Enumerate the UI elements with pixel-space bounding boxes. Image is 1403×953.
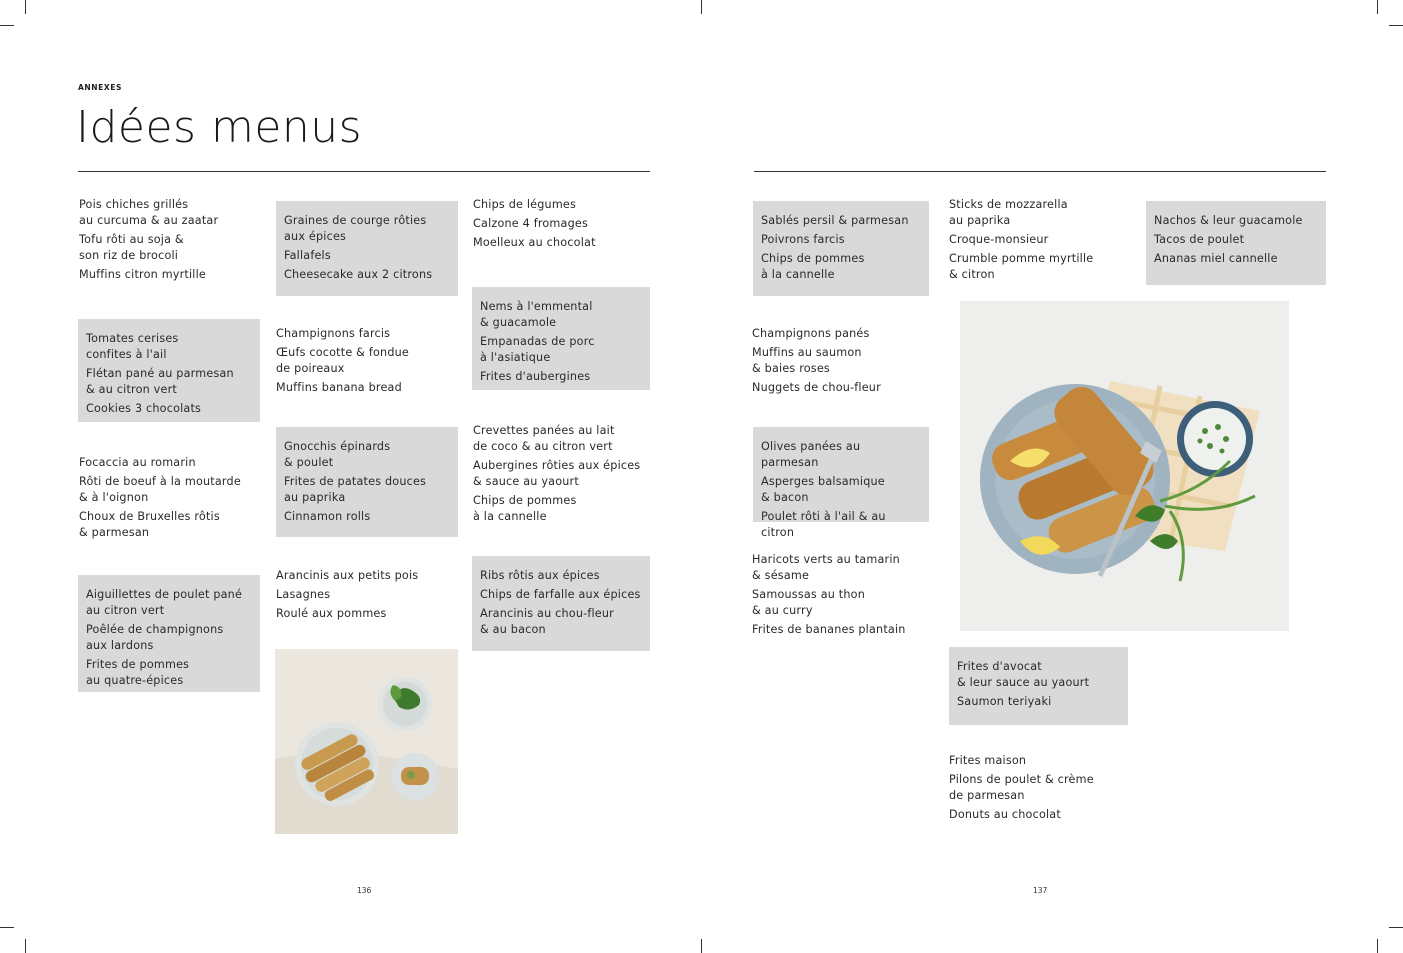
menu-item: Olives panées au parmesan [761, 440, 861, 469]
menu-block-boxed [472, 556, 650, 651]
menu-item: Champignons farcis [276, 327, 391, 340]
crop-mark [0, 927, 14, 928]
menu-item: Aiguillettes de poulet pané au citron vert [86, 588, 243, 617]
menu-item: Frites de bananes plantain [752, 623, 906, 636]
menu-block-boxed [78, 575, 260, 692]
menu-block [949, 197, 1131, 283]
crop-mark [1389, 927, 1403, 928]
crop-mark [0, 25, 14, 26]
crop-mark [25, 0, 26, 14]
menu-item: Tofu rôti au soja & son riz de brocoli [79, 233, 184, 262]
menu-block [276, 326, 458, 396]
menu-item: Tacos de poulet [1154, 233, 1245, 246]
menu-item: Sablés persil & parmesan [761, 214, 909, 227]
menu-block [473, 423, 651, 525]
menu-item: Ribs rôtis aux épices [480, 569, 600, 582]
menu-item: Frites d'aubergines [480, 370, 591, 383]
menu-item: Flétan pané au parmesan & au citron vert [86, 367, 234, 396]
page-number-right: 137 [1033, 886, 1048, 895]
menu-item: Chips de pommes à la cannelle [473, 494, 577, 523]
menu-block-boxed [949, 647, 1128, 725]
menu-block [752, 552, 934, 638]
menu-item: Poulet rôti à l'ail & au citron [761, 510, 886, 539]
title-rule-left [78, 171, 650, 172]
menu-item: Frites d'avocat & leur sauce au yaourt [957, 660, 1090, 689]
menu-block-boxed [753, 427, 929, 539]
menu-item: Muffins citron myrtille [79, 268, 207, 281]
menu-item: Aubergines rôties aux épices & sauce au yaourt [473, 459, 641, 488]
menu-block [79, 455, 261, 541]
menu-item: Pilons de poulet & crème de parmesan [949, 773, 1094, 802]
menu-item: Crevettes panées au lait de coco & au citron vert [473, 424, 615, 453]
crop-mark [25, 939, 26, 953]
menu-item: Frites de pommes au quatre-épices [86, 658, 190, 687]
menu-block-boxed [78, 319, 260, 422]
menu-item: Nems à l'emmental & guacamole [480, 300, 593, 329]
menu-item: Choux de Bruxelles rôtis & parmesan [79, 510, 220, 539]
menu-item: Muffins au saumon & baies roses [752, 346, 862, 375]
menu-item: Donuts au chocolat [949, 808, 1061, 821]
crop-mark [701, 939, 702, 953]
menu-item: Nachos & leur guacamole [1154, 214, 1303, 227]
menu-item: Saumon teriyaki [957, 695, 1052, 708]
menu-item: Fallafels [284, 249, 331, 262]
crop-mark [1377, 0, 1378, 14]
menu-item: Poêlée de champignons aux lardons [86, 623, 224, 652]
crop-mark [1377, 939, 1378, 953]
menu-item: Frites de patates douces au paprika [284, 475, 427, 504]
menu-block [276, 568, 458, 622]
menu-item: Chips de légumes [473, 198, 577, 211]
menu-item: Champignons panés [752, 327, 870, 340]
menu-block-boxed [753, 201, 929, 296]
section-label: ANNEXES [78, 83, 122, 92]
menu-item: Croque-monsieur [949, 233, 1049, 246]
menu-block [79, 197, 261, 283]
menu-item: Haricots verts au tamarin & sésame [752, 553, 900, 582]
menu-item: Nuggets de chou-fleur [752, 381, 881, 394]
menu-item: Asperges balsamique & bacon [761, 475, 885, 504]
menu-item: Graines de courge rôties aux épices [284, 214, 427, 243]
menu-item: Tomates cerises confites à l'ail [86, 332, 179, 361]
menu-item: Chips de pommes à la cannelle [761, 252, 865, 281]
menu-item: Empanadas de porc à l'asiatique [480, 335, 595, 364]
menu-item: Chips de farfalle aux épices [480, 588, 641, 601]
menu-block-boxed [472, 287, 650, 390]
menu-item: Ananas miel cannelle [1154, 252, 1278, 265]
menu-block [473, 197, 655, 251]
menu-item: Sticks de mozzarella au paprika [949, 198, 1068, 227]
menu-item: Poivrons farcis [761, 233, 845, 246]
crop-mark [1389, 25, 1403, 26]
menu-item: Samoussas au thon & au curry [752, 588, 866, 617]
menu-item: Arancinis au chou-fleur & au bacon [480, 607, 614, 636]
menu-item: Roulé aux pommes [276, 607, 387, 620]
menu-item: Cookies 3 chocolats [86, 402, 202, 415]
menu-item: Cinnamon rolls [284, 510, 371, 523]
menu-item: Calzone 4 fromages [473, 217, 588, 230]
menu-item: Gnocchis épinards & poulet [284, 440, 391, 469]
menu-item: Arancinis aux petits pois [276, 569, 419, 582]
menu-block [949, 753, 1131, 823]
menu-item: Lasagnes [276, 588, 331, 601]
page-title: Idées menus [76, 102, 363, 153]
menu-block-boxed [276, 201, 458, 296]
menu-item: Pois chiches grillés au curcuma & au zaatar [79, 198, 219, 227]
crop-mark [701, 0, 702, 14]
menu-item: Focaccia au romarin [79, 456, 196, 469]
menu-item: Œufs cocotte & fondue de poireaux [276, 346, 410, 375]
menu-item: Moelleux au chocolat [473, 236, 596, 249]
menu-item: Crumble pomme myrtille & citron [949, 252, 1094, 281]
menu-item: Cheesecake aux 2 citrons [284, 268, 433, 281]
menu-block-boxed [1146, 201, 1326, 285]
title-rule-right [754, 171, 1326, 172]
menu-block [752, 326, 934, 396]
menu-item: Frites maison [949, 754, 1027, 767]
breaded-fish-photo [960, 301, 1289, 631]
spring-rolls-photo [275, 649, 458, 834]
menu-item: Rôti de boeuf à la moutarde & à l'oignon [79, 475, 241, 504]
page-number-left: 136 [357, 886, 372, 895]
menu-block-boxed [276, 427, 458, 537]
menu-item: Muffins banana bread [276, 381, 402, 394]
